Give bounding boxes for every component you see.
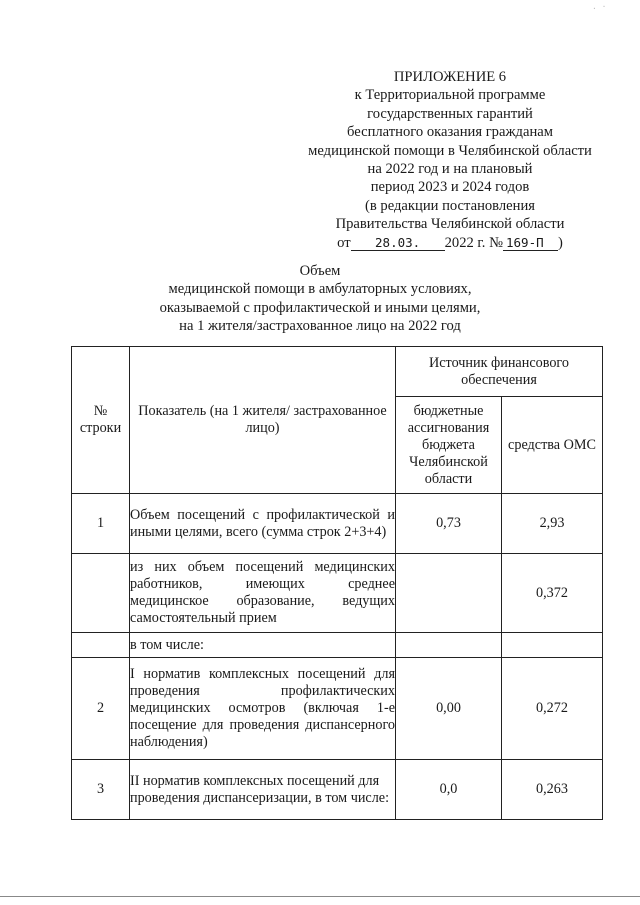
table-row (72, 494, 603, 554)
resolution-date: 28.03. (351, 236, 445, 251)
appendix-line: медицинской помощи в Челябинской области (308, 142, 592, 159)
document-title (120, 262, 520, 336)
row-indicator: Объем посещений с профилактической и иными целями, всего (сумма строк 2+3+4) (130, 494, 396, 554)
row-number: 3 (72, 760, 130, 820)
row-oms-value: 0,272 (502, 658, 603, 760)
resolution-number: 169-П (503, 236, 558, 251)
header-row-number: № строки (72, 347, 130, 494)
title-line: на 1 жителя/застрахованное лицо на 2022 год (179, 318, 461, 335)
appendix-title: ПРИЛОЖЕНИЕ 6 (393, 69, 507, 85)
row-number: 2 (72, 658, 130, 760)
row-oms-value: 2,93 (502, 494, 603, 554)
header-funding-source: Источник финансового обеспечения (396, 347, 603, 397)
appendix-line: (в редакции постановления (365, 197, 535, 214)
year-text: 2022 г. № (444, 234, 503, 251)
row-budget-value (396, 633, 502, 658)
page-bottom-edge (0, 896, 640, 897)
appendix-line: на 2022 год и на плановый (367, 161, 533, 178)
row-indicator: из них объем посещений медицинских работников, имеющих среднее медицинское образование, ведущих самостоятельный прием (130, 554, 396, 633)
row-number (72, 633, 130, 658)
title-line: медицинской помощи в амбулаторных условиях, (168, 281, 472, 298)
appendix-line: период 2023 и 2024 годов (370, 179, 530, 196)
table-row (72, 554, 603, 633)
scan-corner-mark: . · (592, 2, 607, 11)
row-budget-value: 0,0 (396, 760, 502, 820)
row-oms-value (502, 633, 603, 658)
appendix-line: Правительства Челябинской области (335, 216, 565, 233)
table-row (72, 658, 603, 760)
appendix-header (290, 68, 610, 252)
row-oms-value: 0,263 (502, 760, 603, 820)
title-line: оказываемой с профилактической и иными целями, (159, 299, 481, 316)
row-number (72, 554, 130, 633)
row-indicator: в том числе: (130, 633, 396, 658)
row-indicator: I норматив комплексных посещений для проведения профилактических медицинских осмотров (включая 1-е посещение для проведения диспансерного наблюдения) (130, 658, 396, 760)
row-budget-value: 0,73 (396, 494, 502, 554)
header-oms: средства ОМС (502, 397, 603, 494)
header-budget: бюджетные ассигнования бюджета Челябинской области (396, 397, 502, 494)
row-budget-value: 0,00 (396, 658, 502, 760)
title-line: Объем (299, 263, 341, 279)
row-number: 1 (72, 494, 130, 554)
appendix-line: государственных гарантий (367, 105, 533, 122)
resolution-date-line (290, 234, 610, 252)
table-row (72, 760, 603, 820)
volume-table (71, 346, 603, 820)
row-indicator: II норматив комплексных посещений для проведения диспансеризации, в том числе: (130, 760, 396, 820)
close-paren: ) (558, 234, 563, 251)
date-prefix: от (337, 234, 351, 251)
table-row (72, 633, 603, 658)
row-oms-value: 0,372 (502, 554, 603, 633)
appendix-line: бесплатного оказания гражданам (347, 124, 553, 141)
header-indicator: Показатель (на 1 жителя/ застрахованное лицо) (130, 347, 396, 494)
row-budget-value (396, 554, 502, 633)
appendix-line: к Территориальной программе (354, 87, 546, 104)
